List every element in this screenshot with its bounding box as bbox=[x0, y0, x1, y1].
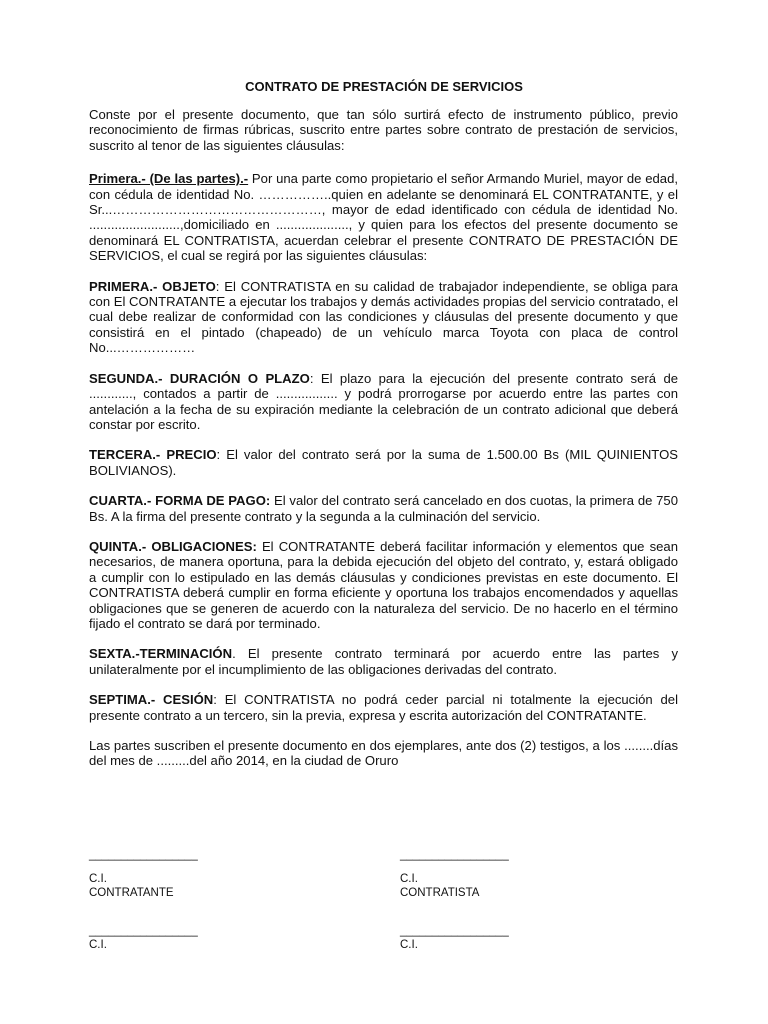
clause-primera-partes bbox=[89, 171, 678, 263]
clause-heading: PRIMERA.- OBJETO bbox=[89, 278, 216, 294]
clause-text: Por una parte como propietario el señor Armando Muriel, mayor de edad, con cédula de identidad No. ……………..quien en adelante se denominará EL CONTRATANTE, y el Sr...…………………………………………, mayor de edad identificado con cédula de identidad No. .........................,domiciliado en ...................., y quien para los efectos del presente documento se denominará EL CONTRATISTA, acuerdan celebrar el presente CONTRATO DE PRESTACIÓN DE SERVICIOS, el cual se regirá por las siguientes cláusulas: bbox=[89, 171, 678, 264]
clause-heading: SEGUNDA.- DURACIÓN O PLAZO bbox=[89, 370, 310, 386]
clause-text: : El plazo para la ejecución del presente contrato será de ............, contados a partir de ................. y podrá prorrogarse por acuerdo entre las partes con antelación a la fecha de su expiración mediante la celebración de un contrato adicional que deberá constar por escrito. bbox=[89, 370, 679, 432]
role-label-contratista: CONTRATISTA bbox=[400, 887, 480, 899]
clause-text: : El CONTRATISTA en su calidad de trabajador independiente, se obliga para con El CONTRATANTE a ejecutar los trabajos y demás actividades propias del servicio contratado, el cual debe realizar de conformidad con las condiciones y cláusulas del presente documento y que consistirá en el pintado (chapeado) de un vehículo marca Toyota con placa de control No...……………… bbox=[89, 278, 678, 356]
ci-label: C.I. bbox=[89, 939, 107, 951]
clause-heading: QUINTA.- OBLIGACIONES: bbox=[89, 538, 257, 554]
signature-block-contratante bbox=[89, 848, 198, 900]
clause-forma-pago bbox=[89, 493, 678, 524]
clause-plazo bbox=[89, 371, 678, 433]
clause-text: El valor del contrato será cancelado en dos cuotas, la primera de 750 Bs. A la firma del presente contrato y la segunda a la culminación del servicio. bbox=[89, 493, 678, 524]
role-label-contratante: CONTRATANTE bbox=[89, 887, 174, 899]
clause-text: El CONTRATANTE deberá facilitar información y elementos que sean necesarios, de manera oportuna, para la debida ejecución del objeto del contrato, y, estará obligado a cumplir con lo estipulado en las demás cláusulas y condiciones previstas en este documento. El CONTRATISTA deberá cumplir en forma eficiente y oportuna los trabajos encomendados y aquellas obligaciones que se generen de acuerdo con la naturaleza del servicio. De no hacerlo en el término fijado el contrato se dará por terminado. bbox=[89, 538, 678, 631]
signature-line: _________________ bbox=[89, 849, 198, 861]
clause-objeto bbox=[89, 279, 678, 356]
clause-heading: SEPTIMA.- CESIÓN bbox=[89, 692, 214, 708]
clause-heading: CUARTA.- FORMA DE PAGO: bbox=[89, 493, 271, 509]
signature-block-testigo-1 bbox=[89, 924, 198, 952]
signature-block-contratista bbox=[400, 848, 509, 900]
clause-text: : El CONTRATISTA no podrá ceder parcial ni totalmente la ejecución del presente contrato a un tercero, sin la previa, expresa y escrita autorización del CONTRATANTE. bbox=[89, 692, 678, 723]
clause-precio bbox=[89, 447, 678, 478]
clause-heading: TERCERA.- PRECIO bbox=[89, 447, 217, 463]
clause-cesion bbox=[89, 692, 678, 723]
clause-heading: Primera.- (De las partes).- bbox=[89, 171, 249, 187]
clause-text: . El presente contrato terminará por acuerdo entre las partes y unilateralmente por el incumplimiento de las obligaciones derivadas del contrato. bbox=[89, 646, 678, 677]
signature-line: _________________ bbox=[400, 925, 509, 937]
signature-block-testigo-2 bbox=[400, 924, 509, 952]
ci-label: C.I. bbox=[89, 873, 107, 885]
clause-terminacion bbox=[89, 646, 678, 677]
clause-heading: SEXTA.-TERMINACIÓN bbox=[89, 646, 233, 662]
document-body bbox=[89, 107, 678, 784]
signature-line: _________________ bbox=[400, 849, 509, 861]
clause-obligaciones bbox=[89, 539, 678, 631]
closing-paragraph: Las partes suscriben el presente documento en dos ejemplares, ante dos (2) testigos, a los ........días del mes de .........del año 2014, en la ciudad de Oruro bbox=[89, 738, 678, 769]
clause-text: : El valor del contrato será por la suma de 1.500.00 Bs (MIL QUINIENTOS BOLIVIANOS). bbox=[89, 447, 678, 478]
ci-label: C.I. bbox=[400, 873, 418, 885]
signature-line: _________________ bbox=[89, 925, 198, 937]
ci-label: C.I. bbox=[400, 939, 418, 951]
intro-paragraph: Conste por el presente documento, que tan sólo surtirá efecto de instrumento público, previo reconocimiento de firmas rúbricas, suscrito entre partes sobre contrato de prestación de servicios, suscrito al tenor de las siguientes cláusulas: bbox=[89, 107, 678, 153]
document-title: CONTRATO DE PRESTACIÓN DE SERVICIOS bbox=[245, 79, 523, 94]
